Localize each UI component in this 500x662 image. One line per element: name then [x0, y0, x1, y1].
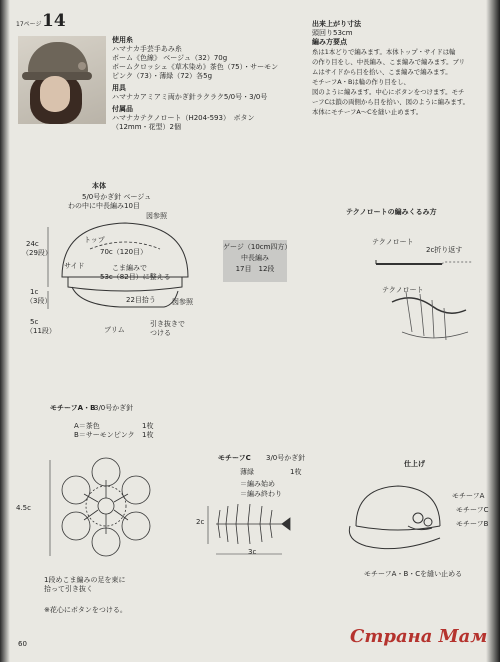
- finished-size: 頭回り53cm: [312, 29, 353, 37]
- yarn-line: ボーム《色線》 ベージュ（32）70g: [112, 54, 228, 62]
- side-label: サイド: [64, 262, 85, 270]
- brim-rows: （11段）: [26, 327, 56, 335]
- motif-b-count: 1枚: [142, 431, 154, 439]
- motif-c-hook: 3/0号かぎ針: [266, 454, 306, 462]
- finish-note: 引き抜きで: [150, 320, 185, 328]
- side-note: 53c（82目）に整える: [100, 273, 171, 281]
- motif-b-label: モチーフB: [456, 520, 489, 528]
- motif-ab-hook: 3/0号かぎ針: [94, 404, 134, 412]
- motif-a-label: モチーフA: [452, 492, 485, 500]
- body-chart-start: わの中に中長編み10目: [68, 202, 140, 210]
- band-label: 1c: [30, 288, 39, 296]
- method-line: モチーフA・Bは輪の作り目をし、: [312, 78, 410, 86]
- brim-height: 5c: [30, 318, 39, 326]
- band-rows: （3段）: [26, 297, 52, 305]
- motif-ab-note: 拾って引き抜く: [44, 585, 93, 593]
- pick-stitches: 22目拾う: [126, 296, 156, 304]
- motif-a-color: A＝茶色: [74, 422, 100, 430]
- body-ref-label: 図参照: [146, 212, 167, 220]
- notions-title: 付属品: [112, 105, 133, 113]
- finish-note: モチーフA・B・Cを縫い止める: [364, 570, 463, 578]
- motif-ab-diagram: [44, 440, 164, 580]
- yarn-line: ボームクロッシェ《草木染め》茶色（75）・サーモン: [112, 63, 279, 71]
- method-line: ーフCは鎖の両側から目を拾い、図のように編みます。: [312, 98, 470, 106]
- gauge-line: ゲージ（10cm四方）: [223, 243, 292, 251]
- page-shadow-right: [486, 0, 500, 662]
- body-chart-hook: 5/0号かぎ針 ベージュ: [82, 193, 152, 201]
- fold-label: 2c折り返す: [426, 246, 463, 254]
- method-line: の作り目をし、中長編み、こま編みで編みます。ブリ: [312, 58, 465, 66]
- gauge-box: [223, 240, 292, 282]
- page-reference: 17ページ: [16, 21, 42, 28]
- motif-c-count: 1枚: [290, 468, 302, 476]
- motif-a-count: 1枚: [142, 422, 154, 430]
- motif-c-title: モチーフC: [218, 454, 251, 462]
- top-count: 70c（120目）: [100, 248, 148, 256]
- brim-ref-label: 図参照: [172, 298, 193, 306]
- height-label: 24c: [26, 240, 39, 248]
- page-shadow-left: [0, 0, 10, 662]
- finished-hat-diagram: [336, 476, 456, 566]
- gauge-line: 中長編み: [241, 254, 269, 262]
- techno-label: テクノロート: [372, 238, 414, 246]
- finish-note: つける: [150, 329, 171, 337]
- finished-size-title: 出来上がり寸法: [312, 20, 361, 28]
- motif-c-legend: ＝編み終わり: [240, 490, 282, 498]
- finish-title: 仕上げ: [404, 460, 425, 468]
- method-line: ムはサイドから目を拾い、こま編みで編みます。: [312, 68, 452, 76]
- height-rows: （29段）: [22, 249, 52, 257]
- tools-line: ハマナカアミアミ両かぎ針ラクラク5/0号・3/0号: [112, 93, 268, 101]
- techno-label: テクノロート: [382, 286, 424, 294]
- body-chart-title: 本体: [92, 182, 106, 190]
- method-title: 編み方要点: [312, 38, 347, 46]
- yarn-line: ハマナカ手芸手あみ糸: [112, 45, 182, 53]
- brim-label: ブリム: [104, 326, 125, 334]
- top-label: トップ: [84, 236, 105, 244]
- gauge-line: 17目 12段: [235, 265, 275, 273]
- motif-ab-size: 4.5c: [16, 504, 31, 512]
- motif-ab-title: モチーフA・B: [50, 404, 96, 412]
- techno-title: テクノロートの編みくるみ方: [346, 208, 437, 216]
- motif-c-height: 2c: [196, 518, 205, 526]
- motif-c-label: モチーフC: [456, 506, 489, 514]
- pattern-number: 14: [42, 11, 66, 31]
- method-line: 図のように編みます。中心にボタンをつけます。モチ: [312, 88, 465, 96]
- motif-c-color: 薄緑: [240, 468, 254, 476]
- motif-c-width: 3c: [248, 548, 257, 556]
- method-line: 糸は1本どりで編みます。本体トップ・サイドは輪: [312, 48, 456, 56]
- notions-line: ハマナカテクノロート（H204-593） ボタン: [112, 114, 255, 122]
- yarn-title: 使用糸: [112, 36, 133, 44]
- watermark: Страна Мам: [350, 626, 488, 647]
- notions-line: （12mm・花型）2個: [112, 123, 181, 131]
- tools-title: 用具: [112, 84, 126, 92]
- page-number: 60: [18, 640, 27, 648]
- techno-diagram: [372, 252, 482, 352]
- motif-ab-note: 1段めこま編みの足を束に: [44, 576, 126, 584]
- motif-ab-note: ※花心にボタンをつける。: [44, 606, 127, 614]
- side-note: こま編みで: [112, 264, 147, 272]
- motif-c-legend: ＝編み始め: [240, 480, 275, 488]
- method-line: 本体にモチーフA〜Cを縫い止めます。: [312, 108, 423, 116]
- model-photo: [18, 36, 106, 124]
- motif-b-color: B＝サーモンピンク: [74, 431, 135, 439]
- yarn-line: ピンク（73）・薄緑（72）各5g: [112, 72, 213, 80]
